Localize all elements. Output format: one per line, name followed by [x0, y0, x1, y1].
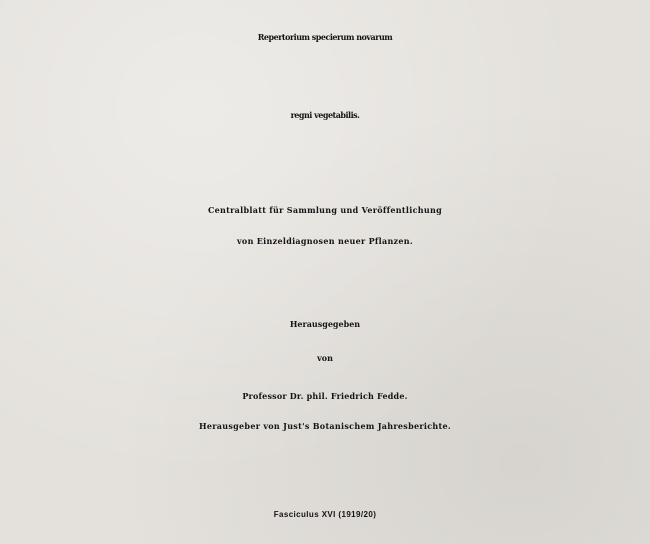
editor-by: von	[317, 353, 333, 363]
journal-subtitle-line-1: Centralblatt für Sammlung und Veröffentlichung	[208, 205, 442, 215]
editor-label: Herausgegeben	[289, 319, 361, 329]
journal-subtitle-line-2: von Einzeldiagnosen neuer Pflanzen.	[236, 236, 413, 246]
editor-role: Herausgeber von Just's Botanischem Jahresberichte.	[198, 421, 451, 431]
editor-name: Professor Dr. phil. Friedrich Fedde.	[242, 391, 408, 401]
journal-title-line-1: Repertorium specierum novarum	[257, 32, 393, 42]
fascicle-number: Fasciculus XVI (1919/20)	[273, 510, 377, 519]
journal-title-line-2: regni vegetabilis.	[290, 110, 360, 120]
